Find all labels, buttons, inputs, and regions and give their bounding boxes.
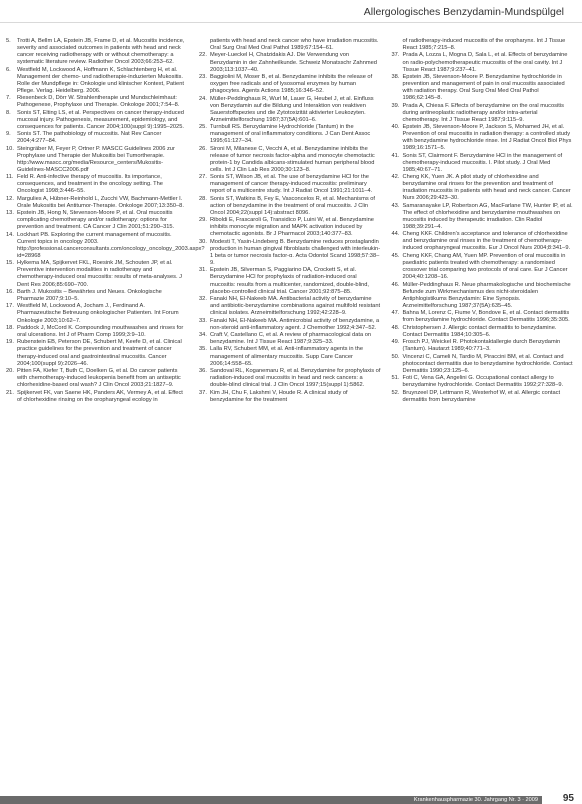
reference-text: Sonis ST, Wilson JB, et al. The use of benzydamine HCl for the management of cancer therapy-induced mucositis: preliminary report of a multicentre study. Int J Radiat Oncol 1991;21:1011–4.: [210, 174, 373, 195]
reference-number: 42.: [391, 174, 400, 181]
reference-text: Fanaki NH, El-Nakeeb MA. Antimicrobial activity of benzydamine, a non-steroid anti-inflammatory agent. J Chemother 1992;4:347–52.: [210, 317, 380, 331]
reference-text: Prada A, Lozza L, Mogna D, Sala L, et al. Effects of benzydamine on radio-polychemotherapeutic mucositis of the oral cavity. Int J Tissue React 1987;9:237–41.: [402, 52, 568, 73]
journal-citation: Krankenhauspharmazie 30. Jahrgang Nr. 3 · 2009: [413, 797, 538, 803]
reference-text: Müller-Peddinghaus R. Neue pharmakologische und biochemische Befunde zum Wirkmechanismus des nicht-steroidalen Antiphlogistikums Benzydamin: Eine Synopsis. Arzneimittelforschung 1987;37(5A):635–45.: [402, 281, 571, 309]
reference-entry: [392, 325, 575, 339]
reference-number: 45.: [391, 252, 400, 259]
reference-text: Rubenstein EB, Peterson DE, Schubert M, Keefe D, et al. Clinical practice guidelines for the prevention and treatment of cancer therapy-induced oral and gastrointestinal mucositis. Cancer 2004;100(suppl 9):2026–46.: [17, 339, 182, 367]
reference-number: 17.: [6, 303, 14, 310]
reference-entry: [392, 124, 575, 152]
reference-entry: [392, 390, 575, 404]
reference-number: 5.: [6, 38, 11, 44]
reference-entry: [6, 174, 189, 195]
reference-text: Samaranayake LP, Robertson AG, MacFarlane TW, Hunter IP, et al. The effect of chlorhexidine and benzydamine mouthwashes on mucositis induced by therapeutic irradiation. Clin Radiol 1988;39:291–4.: [402, 202, 573, 230]
reference-text: Kim JH, Chu F, Lakshmi V, Houde R. A clinical study of benzydamine for the treatment: [210, 389, 348, 403]
reference-entry: [6, 146, 189, 174]
reference-number: 11.: [6, 174, 14, 181]
reference-number: 19.: [6, 339, 14, 346]
reference-text: Prada A, Chiesa F. Effects of benzydamine on the oral mucositis during antineoplastic radiotherapy and/or intra-arterial chemotherapy. Int J Tissue React 1987;9:115–9.: [402, 102, 564, 123]
reference-number: 41.: [391, 152, 400, 159]
reference-entry: [199, 38, 382, 52]
reference-entry: [6, 289, 189, 303]
reference-text: Sonis ST. The pathobiology of mucositis. Nat Rev Cancer 2004;4:277–84.: [17, 131, 162, 145]
reference-text: Barth J. Mukositis – Bewährtes und Neues. Onkologische Pharmazie 2007;9:10–5.: [17, 288, 162, 302]
reference-text: Foti C, Vena GA, Angelini G. Occupational contact allergy to benzydamine hydrochloride. Contact Dermatitis 1992;27:328–9.: [402, 375, 564, 389]
reference-entry: [392, 153, 575, 174]
reference-text: Riboldi E, Frascaroli G, Transidico P, Luini W, et al. Benzydamine inhibits monocyte migration and MAPK activation induced by chemotactic agonists. Br J Pharmacol 2003;140:377–83.: [210, 217, 374, 238]
reference-entry: [6, 67, 189, 95]
reference-entry: [6, 339, 189, 367]
reference-number: 34.: [199, 332, 207, 338]
reference-text: Epstein JB, Stevenson-Moore P, Jackson S, Mohamed JH, et al. Prevention of oral mucositis in radiation therapy: a controlled study with benzydamine hydrochloride rinse. Int J Radiat Oncol Biol Phys 1989;16:1571–5.: [402, 124, 572, 152]
reference-number: 15.: [6, 260, 14, 267]
reference-number: 25.: [199, 124, 207, 131]
reference-number: 23.: [199, 74, 207, 81]
reference-entry: [6, 131, 189, 145]
reference-text: Christophersen J. Allergic contact dermatitis to benzydamine. Contact Dermatitis 1984;10:305–6.: [402, 324, 557, 338]
reference-entry: [199, 217, 382, 238]
reference-number: 7.: [6, 95, 11, 102]
reference-text: Sonis ST, Clairmont F. Benzydamine HCl in the management of chemotherapy-induced mucositis. I. Pilot study. J Oral Med 1985;40:67–71.: [402, 152, 563, 173]
reference-number: 48.: [391, 324, 400, 331]
reference-column-2: [199, 38, 382, 404]
reference-text: Vincenzi C, Cameli N, Tardio M, Piraccini BM, et al. Contact and photocontact dermatitis due to benzydamine hydrochloride. Contact Dermatitis 1990;23:125–6.: [402, 353, 573, 374]
reference-number: 47.: [391, 310, 400, 317]
reference-text: Sironi M, Milanese C, Vecchi A, et al. Benzydamine inhibits the release of tumor necrosis factor-alpha and monocyte chemotactic protein-1 by Candida albicans-stimulated human peripheral blood cells. Int J Clin Lab Res 2000;30:123–8.: [210, 145, 375, 173]
reference-column-3: [392, 38, 575, 404]
reference-entry: [6, 110, 189, 131]
reference-text: Epstein JB, Stevenson-Moore P. Benzydamine hydrochloride in prevention and management of pain in oral mucositis associated with radiation therapy. Oral Surg Oral Med Oral Pathol 1986;62:145–8.: [402, 74, 565, 102]
reference-entry: [392, 38, 575, 52]
reference-text: Margulies A, Hübner-Reinhold L, Zucchi VW, Bachmann-Mettler I. Orale Mukositis bei Antitumor-Therapie. Onkologe 2007;13:350–8.: [17, 195, 184, 209]
reference-number: 16.: [6, 288, 14, 295]
reference-number: 8.: [6, 109, 11, 116]
reference-entry: [6, 260, 189, 288]
reference-entry: [6, 196, 189, 210]
reference-text: Baggiolini M, Moser B, et al. Benzydamine inhibits the release of oxygen free radicals and of lysosomal enzymes by human phagocytes. Agents Actions 1985;16:346–52.: [210, 74, 373, 95]
reference-number: 52.: [391, 389, 400, 396]
reference-text: Cheng KK, Yuen JK. A pilot study of chlorhexidine and benzydamine oral rinses for the prevention and treatment of irradiation mucositis in patients with head and neck cancer. Cancer Nurs 2006;29:423–30.: [402, 174, 571, 202]
reference-entry: [6, 95, 189, 109]
reference-number: 51.: [391, 375, 400, 382]
reference-number: 50.: [391, 353, 400, 360]
reference-number: 10.: [6, 145, 14, 152]
reference-text: Lockhart PB. Exploring the current management of mucositis. Current topics in oncology 2003. http://professional.cancerconsultants.com/oncology_oncology_2003.aspx?id=28968: [17, 231, 205, 259]
reference-number: 21.: [6, 389, 14, 396]
reference-number: 33.: [199, 317, 207, 324]
reference-text: Hylkema MA, Spijkervet FKL, Roesink JM, Schouten JP, et al. Preventive intervention modalities in radiotherapy and chemotherapy-induced oral mucositis: results of meta-analyses. J Dent Res 2006;85:690–700.: [17, 260, 183, 288]
reference-entry: [199, 52, 382, 73]
reference-number: 31.: [199, 267, 207, 274]
reference-entry: [199, 390, 382, 404]
reference-text: Epstein JB, Hong N, Stevenson-Moore P, et al. Oral mucositis complicating chemotherapy and/or radiotherapy: options for prevention and treatment. CA Cancer J Clin 2001;51:290–315.: [17, 210, 175, 231]
reference-text: Sandoval RL, Koganemaru R, et al. Benzydamine for prophylaxis of radiation-induced oral mucositis in head and neck cancers: a double-blind clinical trial. J Clin Oncol 1997;15(suppl 1):5862.: [210, 368, 381, 389]
reference-number: 27.: [199, 174, 207, 181]
reference-number: 40.: [391, 124, 400, 131]
reference-number: 18.: [6, 324, 14, 331]
reference-entry: [392, 103, 575, 124]
reference-entry: [199, 96, 382, 124]
header-divider: [0, 22, 582, 23]
reference-number: 36.: [199, 368, 207, 375]
reference-number: 35.: [199, 346, 207, 353]
reference-entry: [199, 368, 382, 389]
reference-number: 9.: [6, 131, 11, 138]
reference-number: 39.: [391, 102, 400, 109]
reference-entry: [6, 325, 189, 339]
reference-number: 30.: [199, 238, 207, 245]
reference-entry: [392, 231, 575, 252]
reference-entry: [392, 203, 575, 231]
reference-entry: [392, 52, 575, 73]
reference-entry: [199, 296, 382, 317]
reference-text: Müller-Peddinghaus R, Wurl M, Lauer G, Heubel J, et al. Einfluss von Benzydamin auf die Bildung und Interaktion von reaktiven Sauerstoffspezies und die Zytotoxizität aktivierter Leukozyten. Arzneimittelforschung 1987;37(5A):601–6.: [210, 95, 374, 123]
reference-entry: [6, 368, 189, 389]
reference-text: Bahna M, Lorenz C, Fiume V, Bondove E, et al. Contact dermatitis from benzydamine hydrochloride. Contact Dermatitis 1996;35:305.: [402, 310, 570, 324]
reference-text: Feld R. Anti-infective therapy of mucositis. Its importance, consequences, and treatment in the oncology setting. The Oncologist 1998;3:446–55.: [17, 174, 163, 195]
reference-entry: [199, 318, 382, 332]
reference-entry: [6, 390, 189, 404]
reference-list: [6, 38, 574, 404]
reference-text: Bruynzeel DP, Lettmann R, Westerhof W, et al. Allergic contact dermatitis from benzydamine: [402, 389, 561, 403]
reference-text: Cheng KKF. Children's acceptance and tolerance of chlorhexidine and benzydamine oral rinses in the treatment of chemotherapy-induced oropharyngeal mucositis. Eur J Oncol Nurs 2004;8:341–9.: [402, 231, 571, 252]
reference-number: 12.: [6, 195, 14, 202]
reference-entry: [199, 346, 382, 367]
reference-text: Turnbull RS. Benzydamine Hydrochloride (Tantum) in the management of oral inflammatory conditions. J Can Dent Assoc 1995;61:127–34.: [210, 124, 371, 145]
reference-text: Paddock J, McCord K. Compounding mouthwashes and rinses for oral ulcerations. Int J of Pharm Comp 1999;3:9–10.: [17, 324, 184, 338]
reference-number: 43.: [391, 202, 400, 209]
reference-entry: [199, 267, 382, 295]
reference-text: Pitten FA, Kiefer T, Buth C, Doelken G, et al. Do cancer patients with chemotherapy-induced leukopenia benefit from an antiseptic chlorhexidine-based oral wash? J Clin Oncol 2003;21:1827–9.: [17, 368, 181, 389]
reference-entry: [392, 375, 575, 389]
reference-text: Steingräber M, Feyer P, Ortner P. MASCC Guidelines 2006 zur Prophylaxe und Therapie der Mukositis bei Tumortherapie. http://www.mascc.org/media/Resource_centers/Mukositis-Guidelines-MASCC2006.pdf: [17, 145, 175, 173]
reference-number: 29.: [199, 217, 207, 224]
reference-entry: [392, 310, 575, 324]
reference-text: Craft V, Castellano C, et al. A review of pharmacological data on benzydamine. Int J Tissue React 1987;9:325–33.: [210, 332, 372, 346]
reference-entry: [199, 332, 382, 346]
reference-text: Lalla RV, Schubert MM, et al. Anti-inflammatory agents in the management of alimentary mucositis. Supp Care Cancer 2006;14:558–65.: [210, 346, 364, 367]
reference-text: Fanaki NH, El-Nakeeb MA. Antibacterial activity of benzydamine and antibiotic-benzydamine combinations against multifold resistant clinical isolates. Arzneimittelforschung 1992;42:228–9.: [210, 295, 381, 317]
reference-entry: [392, 354, 575, 375]
reference-number: 49.: [391, 339, 400, 346]
reference-text: Meyer-Lueckel H, Chatzidakis AJ. Die Verwendung von Benzydamin in der Zahnheilkunde. Schweiz Monatsschr Zahnmed 2003;113:1037–40.: [210, 52, 377, 73]
reference-entry: [199, 146, 382, 174]
reference-entry: [199, 124, 382, 145]
reference-text: Trotti A, Bellm LA, Epstein JB, Frame D, et al. Mucositis incidence, severity and associated outcomes in patients with head and neck cancer receiving radiotherapy with or without chemotherapy: a systematic literature review. Radiother Oncol 2003;66:253–62.: [17, 38, 185, 66]
reference-entry: [6, 210, 189, 231]
reference-number: 38.: [391, 74, 400, 81]
running-header: [0, 6, 564, 22]
reference-text: patients with head and neck cancer who have irradiation mucositis. Oral Surg Oral Med Oral Pathol 1989;67:154–61.: [210, 38, 379, 52]
reference-entry: [199, 239, 382, 267]
reference-number: 26.: [199, 145, 207, 152]
page-number: 95: [562, 793, 574, 804]
reference-number: 14.: [6, 231, 14, 238]
reference-text: Riesenbeck D, Dörr W. Strahlentherapie und Mundschleimhaut: Pathogenese, Prophylaxe und Therapie. Onkologe 2001;7:54–8.: [17, 95, 180, 109]
reference-text: Cheng KKF, Chang AM, Yuen MP. Prevention of oral mucositis in paediatric patients treated with chemotherapy: a randomised crossover trial comparing two protocols of oral care. Eur J Cancer 2004;40:1208–16.: [402, 252, 568, 281]
reference-text: Sonis ST, Watkins B, Fey E, Vasconcelos R, et al. Mechanisms of action of benzydamine in the treatment of oral mucositis. J Clin Oncol 2004;22(suppl 14):abstract 8096.: [210, 195, 375, 216]
reference-entry: [392, 253, 575, 281]
reference-entry: [392, 339, 575, 353]
reference-text: Westfield M, Lockwood A, Hoffmann K, Schlachtenberg H, et al. Management der chemo- und radiotherapie-induzierten Mukositis. Rolle der Mundpflege in: Onkologie und klinischer Kontext, Patient Pflege. Verlag. Heidelberg. 2006.: [17, 66, 184, 94]
reference-entry: [6, 38, 189, 66]
reference-number: 32.: [199, 295, 207, 302]
reference-text: Spijkervet FK, van Saene HK, Panders AK, Vermey A, et al. Effect of chlorhexidine rinsing on the oropharyngeal ecology in: [17, 389, 183, 403]
reference-number: 37.: [391, 52, 400, 59]
reference-entry: [392, 174, 575, 202]
reference-text: Sonis ST, Elting LS, et al. Perspectives on cancer therapy-induced mucosal injury. Pathogenesis, measurement, epidemiology, and consequences for patients. Cancer 2004;100(suppl 9):1995–2025.: [17, 109, 184, 130]
reference-text: Epstein JB, Silverman S, Paggiarino DA, Crockett S, et al. Benzydamine HCl for prophylaxis of radiation-induced oral mucositis: results from a multicenter, randomized, double-blind, placebo-controlled clinical trial. Cancer 2001;92:875–85.: [210, 267, 370, 295]
reference-entry: [6, 303, 189, 324]
reference-number: 24.: [199, 95, 207, 102]
reference-number: 22.: [199, 52, 207, 59]
reference-entry: [199, 74, 382, 95]
reference-text: Frosch PJ, Weickel R. Photokontaktallergie durch Benzydamin (Tantum). Hautarzt 1989;40:771–3.: [402, 339, 561, 353]
page-footer: [0, 790, 582, 804]
reference-text: of radiotherapy-induced mucositis of the oropharynx. Int J Tissue React 1985;7:215–8.: [402, 38, 566, 52]
reference-entry: [199, 196, 382, 217]
reference-number: 46.: [391, 281, 400, 288]
reference-entry: [392, 282, 575, 310]
reference-number: 44.: [391, 231, 400, 238]
reference-number: 13.: [6, 210, 14, 217]
reference-number: 37.: [199, 389, 207, 396]
reference-text: Modesti T, Yasin-Lindeberg B. Benzydamine reduces prostaglandin production in human gingival fibroblasts challenged with interleukin-1 beta or tumor necrosis factor-α. Acta Odontol Scand 1998;57:38–9.: [210, 238, 381, 266]
reference-text: Westfield M, Lockwood A, Jocham J., Ferdinand A. Pharmazeutische Betreuung onkologischer Patienten. Int Forum Onkologie 2003;10:62–7.: [17, 303, 179, 324]
reference-number: 20.: [6, 368, 14, 375]
reference-number: 28.: [199, 195, 207, 202]
reference-number: 6.: [6, 66, 11, 73]
running-title: Allergologisches Benzydamin-Mundspülgel: [363, 6, 564, 18]
reference-entry: [199, 174, 382, 195]
reference-entry: [392, 74, 575, 102]
